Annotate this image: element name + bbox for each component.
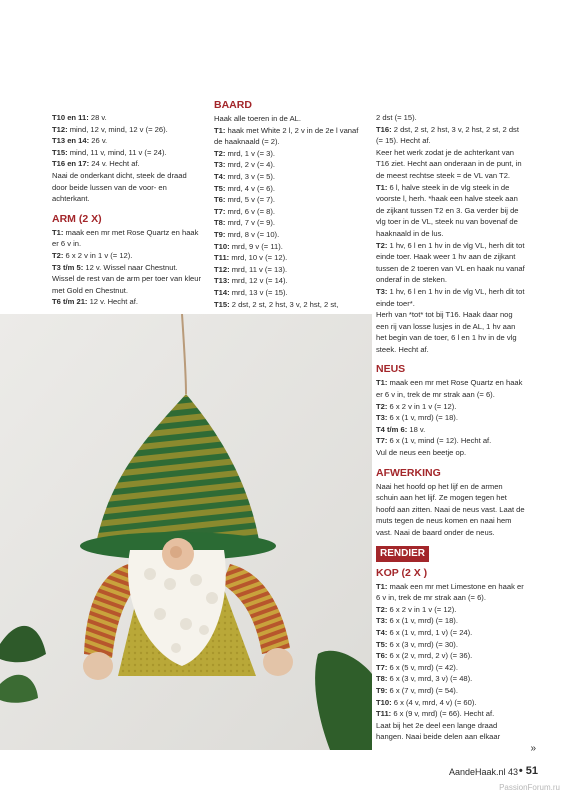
- row-label: T5:: [214, 183, 226, 193]
- row-label: T7:: [214, 206, 226, 216]
- row-label: T9:: [376, 685, 388, 695]
- row-label: T13:: [214, 276, 230, 286]
- column-left: [52, 112, 202, 308]
- instruction-line: T4 t/m 6: 18 v.: [376, 424, 426, 434]
- instruction-line: T10: mrd, 9 v (= 11).: [214, 241, 283, 251]
- instruction-line: T2: 6 x 2 v in 1 v (= 12).: [376, 604, 457, 614]
- instruction-line: Laat bij het 2e deel een lange draad hangen. Naai beide delen aan elkaar: [376, 720, 501, 742]
- row-label: T2:: [376, 401, 388, 411]
- instruction-line: T3: 6 x (1 v, mrd) (= 18).: [376, 616, 458, 626]
- row-label: T6:: [376, 651, 388, 661]
- row-label: T7:: [376, 436, 388, 446]
- continue-arrows: »: [530, 743, 536, 754]
- instruction-line: T7: mrd, 6 v (= 8).: [214, 206, 275, 216]
- afwerking-text: Naai het hoofd op het lijf en de armen schuin aan het lijf. Ze mogen tegen het hoofd aan zitten. Naai de neus vast. Laat de muts tegen de neus komen en naai hem vast. Naai de baard onder de neus.: [376, 481, 525, 537]
- section-heading-baard: BAARD: [214, 99, 252, 111]
- instruction-line: Keer het werk zodat je de achterkant van T16 ziet. Hecht aan onderaan in de punt, in de meest rechtse steek = de VL van T2.: [376, 147, 522, 180]
- row-label: T4 t/m 6:: [376, 424, 408, 434]
- row-label: T10:: [376, 697, 392, 707]
- row-label: T10:: [214, 241, 230, 251]
- row-label: T3 t/m 5:: [52, 262, 84, 272]
- instruction-line: T1: maak een mr met Rose Quartz en haak er 6 v in, trek de mr strak aan (= 6).: [376, 378, 523, 400]
- text-block: [376, 377, 526, 458]
- section-heading-afwerking: AFWERKING: [376, 466, 441, 479]
- section-heading-arm: ARM (2 X): [52, 212, 102, 225]
- instruction-line: T8: 6 x (3 v, mrd, 3 v) (= 48).: [376, 674, 473, 684]
- row-label: T6:: [214, 195, 226, 205]
- instruction-line: T2: mrd, 1 v (= 3).: [214, 148, 275, 158]
- watermark: PassionForum.ru: [499, 783, 560, 792]
- instruction-line: Herh van *tot* tot bij T16. Haak daar nog een rij van losse lusjes in de AL, 1 hv aan het begin van de toer, 6 l en 1 hv in de vlg steek. Hecht af.: [376, 310, 517, 354]
- instruction-line: T9: mrd, 8 v (= 10).: [214, 229, 280, 239]
- text-block: [376, 112, 526, 355]
- row-label: T8:: [376, 674, 388, 684]
- row-label: T15:: [214, 299, 230, 309]
- row-label: T11:: [376, 709, 392, 719]
- row-label: T14:: [214, 287, 230, 297]
- instruction-line: T8: mrd, 7 v (= 9).: [214, 218, 275, 228]
- row-label: T11:: [214, 253, 230, 263]
- row-label: T3:: [214, 160, 226, 170]
- row-label: T5:: [376, 639, 388, 649]
- instruction-line: Vul de neus een beetje op.: [376, 448, 467, 458]
- magazine-name: AandeHaak.nl 43: [448, 767, 518, 777]
- column-middle: [214, 98, 364, 310]
- row-label: T3:: [376, 616, 388, 626]
- instruction-line: T7: 6 x (5 v, mrd) (= 42).: [376, 662, 458, 672]
- instruction-line: T7: 6 x (1 v, mind (= 12). Hecht af.: [376, 436, 492, 446]
- instruction-line: T1: maak een mr met Limestone en haak er 6 v in, trek de mr strak aan (= 6).: [376, 581, 524, 603]
- row-label: T4:: [376, 627, 388, 637]
- instruction-line: T6: mrd, 5 v (= 7).: [214, 195, 275, 205]
- row-label: T1:: [376, 182, 388, 192]
- page-number: • 51: [518, 765, 538, 777]
- instruction-line: T3: mrd, 2 v (= 4).: [214, 160, 275, 170]
- instruction-line: T6: 6 x (2 v, mrd, 2 v) (= 36).: [376, 651, 473, 661]
- row-label: T1:: [214, 125, 226, 135]
- instruction-line: T9: 6 x (7 v, mrd) (= 54).: [376, 685, 458, 695]
- instruction-line: T3: 1 hv, 6 l en 1 hv in de vlg VL, herh dit tot einde toer*.: [376, 286, 525, 308]
- row-label: T2:: [376, 240, 388, 250]
- instruction-line: T3 t/m 5: 12 v. Wissel naar Chestnut. Wissel de rest van de arm per toer van kleur met Gold en Chestnut.: [52, 262, 201, 295]
- row-label: T4:: [214, 171, 226, 181]
- instruction-line: T1: 6 l, halve steek in de vlg steek in de voorste l, herh. *haak een halve steek aan de zijkant tussen T2 en 3. Ga verder bij de vlg toer in de VL, steek nu van bovenaf de haaknaald in de lus.: [376, 182, 519, 238]
- gnome-ornament-photo: [0, 314, 372, 750]
- nose-center: [170, 546, 182, 558]
- text-block: [214, 113, 364, 310]
- instruction-line: T10 en 11: 28 v.: [52, 113, 107, 122]
- text-block: [52, 112, 202, 205]
- instruction-line: T2: 1 hv, 6 l en 1 hv in de vlg VL, herh dit tot einde toer. Haak weer 1 hv aan de zijkant tussen de 2 toeren van VL en haak nu vanaf onderaf in de steken.: [376, 240, 525, 285]
- instruction-line: T16 en 17: 24 v. Hecht af.: [52, 159, 140, 169]
- instruction-line: T4: mrd, 3 v (= 5).: [214, 171, 275, 181]
- row-label: T8:: [214, 218, 226, 228]
- row-label: T12:: [214, 264, 230, 274]
- row-label: T13 en 14:: [52, 136, 90, 146]
- instruction-line: T1: maak een mr met Rose Quartz en haak er 6 v in.: [52, 227, 199, 249]
- instruction-line: 2 dst (= 15).: [376, 113, 417, 122]
- instruction-line: T13: mrd, 12 v (= 14).: [214, 276, 288, 286]
- instruction-line: T12: mind, 12 v, mind, 12 v (= 26).: [52, 124, 168, 134]
- instruction-line: Haak alle toeren in de AL.: [214, 114, 301, 123]
- hand-left: [83, 652, 113, 680]
- instruction-line: T14: mrd, 13 v (= 15).: [214, 287, 288, 297]
- row-label: T2:: [376, 604, 388, 614]
- instruction-line: T15: 2 dst, 2 st, 2 hst, 3 v, 2 hst, 2 st,: [214, 299, 339, 309]
- row-label: T1:: [52, 227, 64, 237]
- row-label: T1:: [376, 581, 388, 591]
- row-label: T1:: [376, 378, 388, 388]
- instruction-line: T5: mrd, 4 v (= 6).: [214, 183, 275, 193]
- row-label: T10 en 11:: [52, 113, 89, 122]
- instruction-line: T2: 6 x 2 v in 1 v (= 12).: [376, 401, 457, 411]
- instruction-line: T11: mrd, 10 v (= 12).: [214, 253, 288, 263]
- instruction-line: T6 t/m 21: 12 v. Hecht af.: [52, 297, 138, 307]
- row-label: T15:: [52, 147, 68, 157]
- instruction-line: T2: 6 x 2 v in 1 v (= 12).: [52, 250, 133, 260]
- row-label: T2:: [214, 148, 226, 158]
- row-label: T3:: [376, 286, 388, 296]
- row-label: T3:: [376, 413, 388, 423]
- row-label: T7:: [376, 662, 388, 672]
- text-block: [376, 581, 526, 743]
- instruction-line: T13 en 14: 26 v.: [52, 136, 108, 146]
- section-heading-neus: NEUS: [376, 363, 406, 376]
- section-heading-kop: KOP (2 X ): [376, 566, 428, 579]
- row-label: T6 t/m 21:: [52, 297, 88, 307]
- instruction-line: T4: 6 x (1 v, mrd, 1 v) (= 24).: [376, 627, 473, 637]
- row-label: T16:: [376, 124, 392, 134]
- section-tag-rendier: RENDIER: [376, 546, 429, 562]
- row-label: T2:: [52, 250, 64, 260]
- hand-right: [263, 648, 293, 676]
- row-label: T16 en 17:: [52, 159, 90, 169]
- instruction-line: T5: 6 x (3 v, mrd) (= 30).: [376, 639, 458, 649]
- instruction-line: T1: haak met White 2 l, 2 v in de 2e l vanaf de haaknaald (= 2).: [214, 125, 359, 147]
- instruction-line: T11: 6 x (9 v, mrd) (= 66). Hecht af.: [376, 709, 495, 719]
- instruction-line: T12: mrd, 11 v (= 13).: [214, 264, 288, 274]
- instruction-line: T10: 6 x (4 v, mrd, 4 v) (= 60).: [376, 697, 477, 707]
- instruction-line: T3: 6 x (1 v, mrd) (= 18).: [376, 413, 458, 423]
- column-right: [376, 112, 526, 743]
- instruction-line: T15: mind, 11 v, mind, 11 v (= 24).: [52, 147, 167, 157]
- instruction-line: Naai de onderkant dicht, steek de draad door beide lussen van de voor- en achterkant.: [52, 170, 187, 204]
- row-label: T9:: [214, 229, 226, 239]
- row-label: T12:: [52, 124, 68, 134]
- text-block: [52, 227, 202, 308]
- instruction-line: T16: 2 dst, 2 st, 2 hst, 3 v, 2 hst, 2 st, 2 dst (= 15). Hecht af.: [376, 124, 519, 146]
- page-footer: [0, 743, 566, 792]
